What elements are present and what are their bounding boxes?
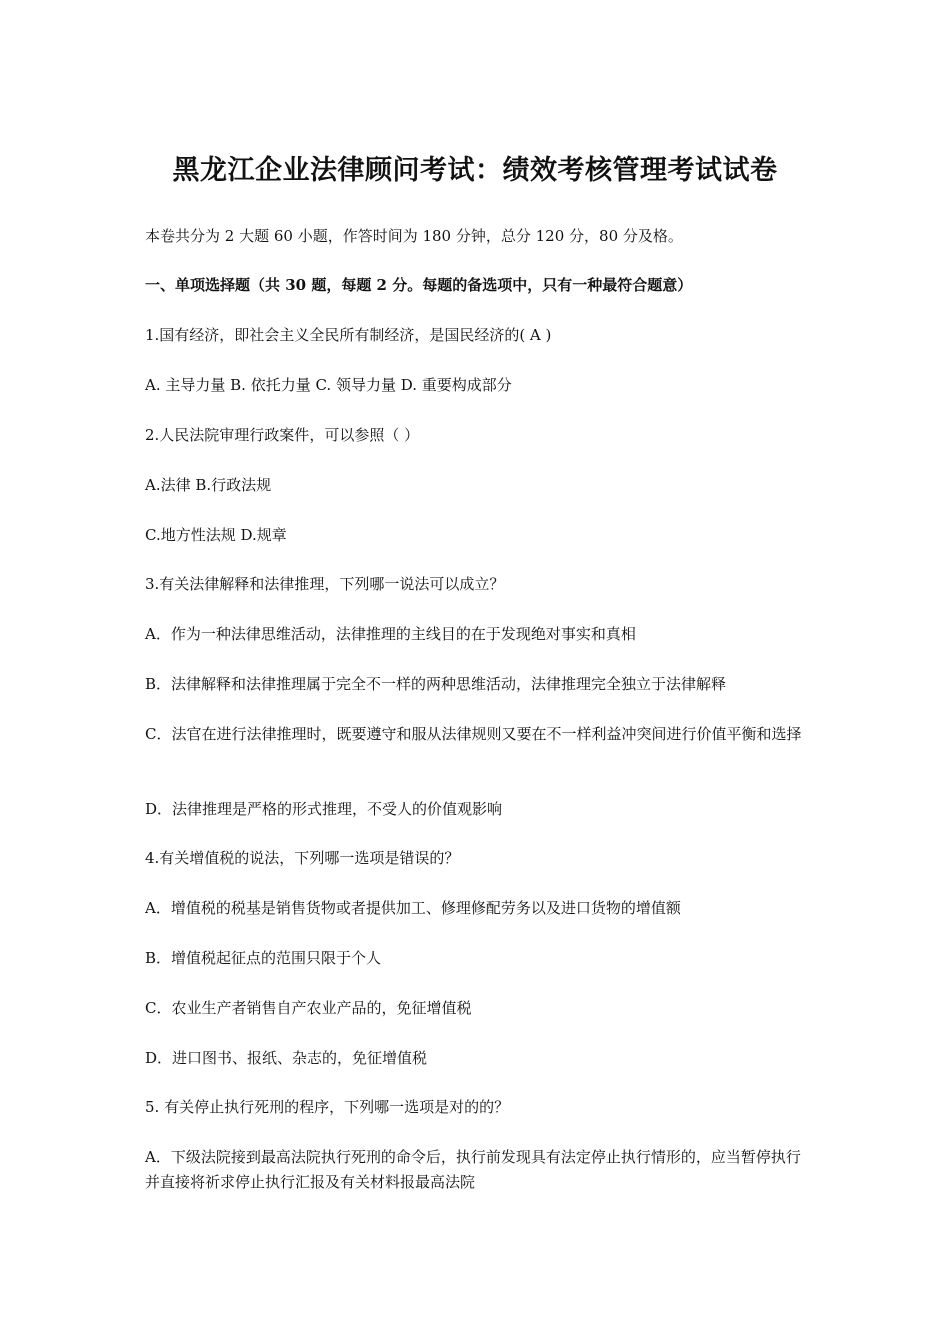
question-2-options-cd: C.地方性法规 D.规章 [145,526,287,544]
question-2-stem: 2.人民法院审理行政案件，可以参照（ ） [145,426,420,444]
question-1-options: A. 主导力量 B. 依托力量 C. 领导力量 D. 重要构成部分 [145,376,512,394]
question-3-option-a: A．作为一种法律思维活动，法律推理的主线目的在于发现绝对事实和真相 [145,625,636,643]
question-5-option-a: A．下级法院接到最高法院执行死刑的命令后，执行前发现具有法定停止执行情形的，应当暂停执行并直接将祈求停止执行汇报及有关材料报最高法院 [145,1148,801,1191]
question-3-option-d: D．法律推理是严格的形式推理，不受人的价值观影响 [145,800,503,818]
question-3-stem: 3.有关法律解释和法律推理，下列哪一说法可以成立？ [145,575,505,593]
document-title: 黑龙江企业法律顾问考试：绩效考核管理考试试卷 [172,155,778,186]
question-1-stem: 1.国有经济，即社会主义全民所有制经济，是国民经济的( A ) [145,326,552,344]
question-4-option-b: B．增值税起征点的范围只限于个人 [145,949,382,967]
question-4-stem: 4.有关增值税的说法，下列哪一选项是错误的？ [145,849,460,867]
section-heading: 一、单项选择题（共 30 题，每题 2 分。每题的备选项中，只有一种最符合题意） [145,276,693,294]
question-5-stem: 5. 有关停止执行死刑的程序，下列哪一选项是对的的？ [145,1098,510,1116]
question-4-option-a: A．增值税的税基是销售货物或者提供加工、修理修配劳务以及进口货物的增值额 [145,899,681,917]
question-3-option-c: C．法官在进行法律推理时，既要遵守和服从法律规则又要在不一样利益冲突间进行价值平衡和选择 [145,725,802,743]
exam-intro: 本卷共分为 2 大题 60 小题，作答时间为 180 分钟，总分 120 分，80 分及格。 [145,227,683,245]
question-2-options-ab: A.法律 B.行政法规 [145,476,272,494]
question-4-option-d: D．进口图书、报纸、杂志的，免征增值税 [145,1049,428,1067]
question-4-option-c: C．农业生产者销售自产农业产品的，免征增值税 [145,999,472,1017]
question-3-option-b: B．法律解释和法律推理属于完全不一样的两种思维活动，法律推理完全独立于法律解释 [145,675,727,693]
